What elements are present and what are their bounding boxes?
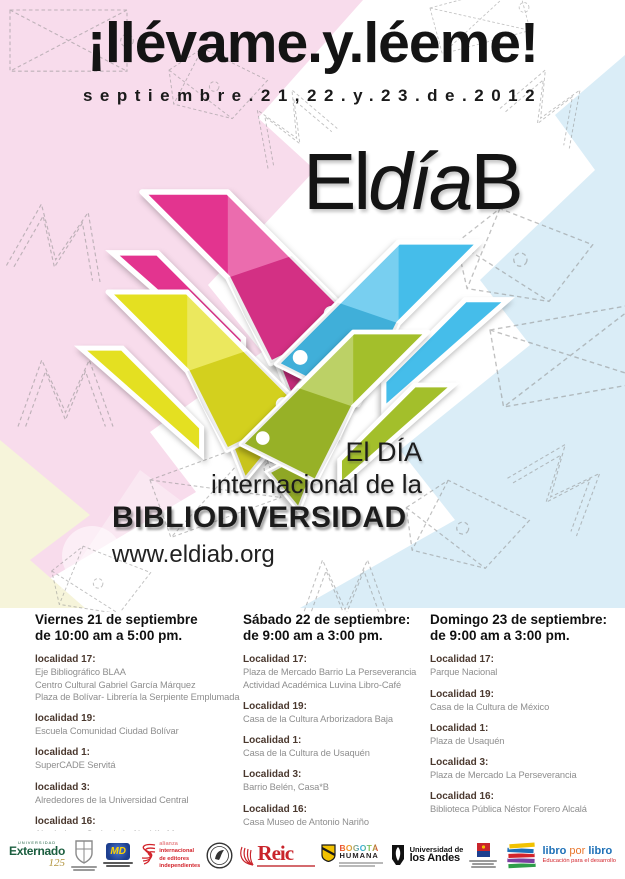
locality-label: Localidad 3:: [243, 769, 302, 781]
wordmark-b: B: [470, 137, 521, 226]
locality-venue: Barrio Belén, Casa*B: [243, 782, 329, 793]
logo-coat-of-arms: [71, 840, 97, 871]
locality-venue: Casa de la Cultura de México: [430, 701, 550, 712]
locality-venue: Biblioteca Pública Néstor Forero Alcalá: [430, 804, 587, 815]
alianza-line4: independientes: [159, 862, 201, 869]
sponsor-logos-bar: [0, 831, 625, 879]
locality-label: Localidad 16:: [243, 803, 307, 815]
tagline: [112, 438, 422, 569]
column-title-line2: de 10:00 am a 5:00 pm.: [35, 628, 183, 644]
column-title-line2: de 9:00 am a 3:00 pm.: [430, 628, 570, 644]
andes-line1: Universidad de: [409, 844, 464, 854]
bogota-text: [339, 844, 383, 867]
locality-label: Localidad 1:: [430, 722, 489, 734]
reic-fan-icon: [239, 843, 255, 867]
locality-venue: Plaza de Mercado La Perseverancia: [430, 770, 577, 781]
website-url: www.eldiab.org: [112, 541, 275, 569]
locality-venue: Centro Cultural Gabriel García Márquez: [35, 679, 196, 690]
header: [0, 11, 625, 106]
schedule-entry: [243, 768, 430, 793]
schedule-entry: [35, 712, 243, 737]
schedule-entry: [243, 700, 430, 725]
schedule-entry: [430, 688, 620, 713]
schedule-entry: [430, 722, 620, 747]
tagline-line3: BIBLIODIVERSIDAD: [112, 501, 407, 535]
libro-caption: Educación para el desarrollo: [542, 857, 616, 864]
locality-venue: Plaza de Mercado Barrio La Perseverancia: [243, 667, 417, 678]
schedule-column-friday: [35, 612, 243, 830]
logo-md: [103, 843, 133, 867]
bogota-shield-icon: [321, 844, 336, 862]
locality-venue: Casa de la Cultura Arborizadora Baja: [243, 713, 393, 724]
schedule-column-sunday: [430, 612, 620, 830]
column-title: [35, 612, 243, 644]
externado-top-label: UNIVERSIDAD: [17, 840, 57, 845]
locality-label: localidad 3:: [35, 781, 91, 793]
event-dates: septiembre.21,22.y.23.de.2012: [82, 85, 543, 105]
logo-libro-por-libro: [504, 840, 616, 870]
coat-of-arms-icon: [73, 840, 95, 864]
logo-reic: [239, 843, 315, 867]
locality-label: Localidad 19:: [430, 688, 494, 700]
schedule-entry: [35, 653, 243, 703]
poster-title: ¡llévame.y.léeme!: [87, 11, 538, 75]
column-title: [430, 612, 620, 644]
locality-label: Localidad 17:: [243, 654, 307, 666]
locality-venue: Parque Nacional: [430, 667, 498, 678]
logo-alianza-internacional: [139, 841, 200, 870]
andes-keystone-icon: [390, 844, 406, 866]
caption-lines: [469, 860, 497, 868]
schedule-entry: [430, 756, 620, 781]
alianza-line1: alianza: [159, 840, 178, 847]
locality-label: localidad 16:: [35, 815, 96, 827]
bogota-line1: BOGOTÁ: [339, 842, 379, 853]
locality-label: localidad 17:: [35, 654, 96, 666]
logo-universidad-andes: [390, 844, 464, 866]
alianza-line2: internacional: [159, 848, 195, 855]
locality-label: Localidad 17:: [430, 654, 494, 666]
locality-venue: Eje Bibliográfico BLAA: [35, 667, 126, 678]
logo-universidad-la-salle: [469, 842, 497, 868]
reic-text: [257, 843, 315, 867]
locality-label: Localidad 3:: [430, 757, 489, 769]
libro-wordmark: [543, 846, 613, 857]
alianza-line3: de editores: [159, 855, 190, 862]
reic-wordmark: Reic: [257, 841, 294, 865]
externado-wordmark: Externado: [9, 844, 65, 858]
schedule-entry: [35, 746, 243, 771]
schedule-entry: [430, 653, 620, 678]
alianza-s-icon: [139, 842, 156, 868]
libro-word3: libro: [588, 844, 613, 857]
locality-venue: Casa de la Cultura de Usaquén: [243, 748, 370, 759]
schedule-entry: [243, 653, 430, 691]
reic-caption-line: [257, 865, 315, 867]
locality-venue: Plaza de Usaquén: [430, 735, 505, 746]
book-stack-icon: [504, 840, 538, 870]
column-title-line1: Viernes 21 de septiembre: [35, 612, 198, 627]
schedule-entry: [35, 781, 243, 806]
tagline-line1: El DÍA: [345, 437, 422, 467]
locality-venue: SuperCADE Servitá: [35, 760, 116, 771]
locality-venue: Casa Museo de Antonio Nariño: [243, 816, 369, 827]
locality-venue: Escuela Comunidad Ciudad Bolívar: [35, 726, 179, 737]
column-title-line2: de 9:00 am a 3:00 pm.: [243, 628, 383, 644]
schedule-entry: [243, 734, 430, 759]
externado-anniversary: 125: [48, 857, 65, 869]
locality-label: Localidad 1:: [243, 735, 302, 747]
locality-label: localidad 19:: [35, 713, 96, 725]
andes-line2: los Andes: [409, 852, 460, 865]
wordmark-el: El: [303, 137, 369, 226]
bogota-line2: HUMANA: [339, 851, 379, 860]
university-seal-icon: [206, 842, 233, 869]
locality-label: Localidad 19:: [243, 700, 307, 712]
column-title-line1: Sábado 22 de septiembre:: [243, 612, 411, 627]
caption-lines: [103, 862, 133, 867]
wordmark-dia: día: [368, 137, 471, 226]
locality-venue: Plaza de Bolívar- Librería la Serpiente Emplumada: [35, 691, 240, 702]
md-icon: MD: [106, 843, 130, 860]
schedule: [0, 612, 625, 830]
schedule-column-saturday: [243, 612, 430, 830]
tagline-line2: internacional de la: [210, 468, 422, 499]
locality-label: localidad 1:: [35, 747, 91, 759]
la-salle-icon: [476, 842, 491, 858]
caption-lines: [71, 866, 97, 871]
andes-text: [410, 846, 464, 865]
libro-word2: por: [569, 844, 586, 857]
wordmark-eldiab: [303, 137, 563, 226]
schedule-entry: [243, 803, 430, 828]
logo-university-seal: [206, 842, 233, 869]
locality-venue: Actividad Académica Luvina Libro-Café: [243, 679, 402, 690]
column-title: [243, 612, 430, 644]
column-title-line1: Domingo 23 de septiembre:: [430, 612, 608, 627]
logo-bogota-humana: [321, 844, 383, 867]
caption-lines: [339, 862, 383, 867]
libro-text: [543, 846, 616, 865]
locality-venue: Alrededores de la Universidad Central: [35, 794, 189, 805]
alianza-text: [159, 841, 200, 870]
locality-label: Localidad 16:: [430, 791, 494, 803]
schedule-entry: [430, 790, 620, 815]
logo-universidad-externado: [9, 841, 65, 869]
libro-word1: libro: [542, 844, 567, 857]
